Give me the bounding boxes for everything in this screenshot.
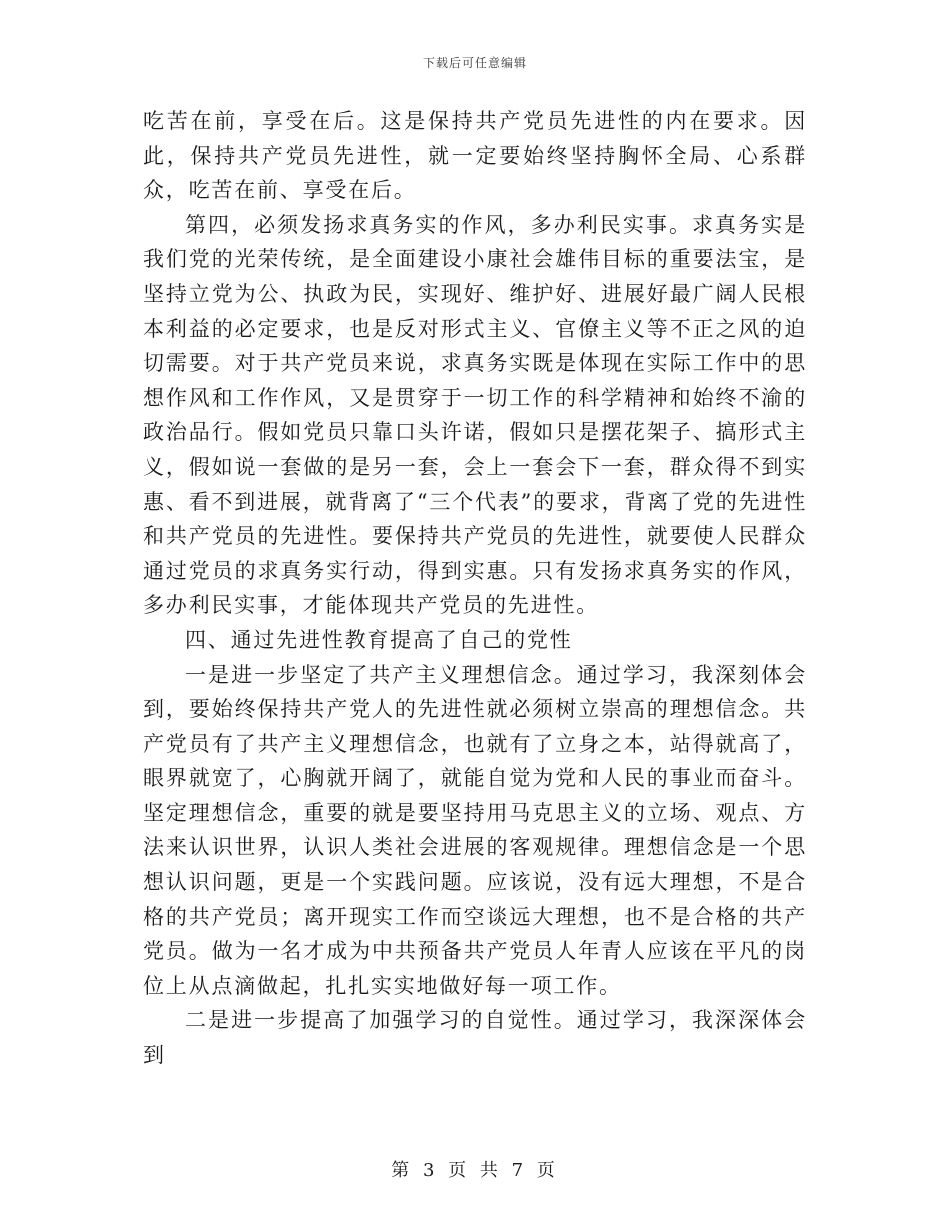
page-number: 第 3 页 共 7 页 [391, 1160, 559, 1181]
paragraph-1: 吃苦在前，享受在后。这是保持共产党员先进性的内在要求。因此，保持共产党员先进性，就一定要始终坚持胸怀全局、心系群众，吃苦在前、享受在后。 [143, 109, 807, 203]
document-body [143, 104, 807, 1073]
page-header: 下载后可任意编辑 [422, 56, 527, 70]
paragraph-3: 一是进一步坚定了共产主义理想信念。通过学习，我深刻体会到，要始终保持共产党人的先进性就必须树立崇高的理想信念。共产党员有了共产主义理想信念，也就有了立身之本，站得就高了，眼界就宽了，心胸就开阔了，就能自觉为党和人民的事业而奋斗。坚定理想信念，重要的就是要坚持用马克思主义的立场、观点、方法来认识世界，认识人类社会进展的客观规律。理想信念是一个思想认识问题，更是一个实践问题。应该说，没有远大理想，不是合格的共产党员；离开现实工作而空谈远大理想，也不是合格的共产党员。做为一名才成为中共预备共产党员人年青人应该在平凡的岗位上从点滴做起，扎扎实实地做好每一项工作。 [143, 662, 807, 998]
paragraph-2: 第四，必须发扬求真务实的作风，多办利民实事。求真务实是我们党的光荣传统，是全面建设小康社会雄伟目标的重要法宝，是坚持立党为公、执政为民，实现好、维护好、进展好最广阔人民根本利益的必定要求，也是反对形式主义、官僚主义等不正之风的迫切需要。对于共产党员来说，求真务实既是体现在实际工作中的思想作风和工作作风，又是贯穿于一切工作的科学精神和始终不渝的政治品行。假如党员只靠口头许诺，假如只是摆花架子、搞形式主义，假如说一套做的是另一套，会上一套会下一套，群众得不到实惠、看不到进展，就背离了“三个代表”的要求，背离了党的先进性和共产党员的先进性。要保持共产党员的先进性，就要使人民群众通过党员的求真务实行动，得到实惠。只有发扬求真务实的作风，多办利民实事，才能体现共产党员的先进性。 [143, 212, 807, 618]
paragraph-4: 二是进一步提高了加强学习的自觉性。通过学习，我深深体会到 [143, 1008, 807, 1068]
section-heading: 四、通过先进性教育提高了自己的党性 [185, 627, 573, 652]
